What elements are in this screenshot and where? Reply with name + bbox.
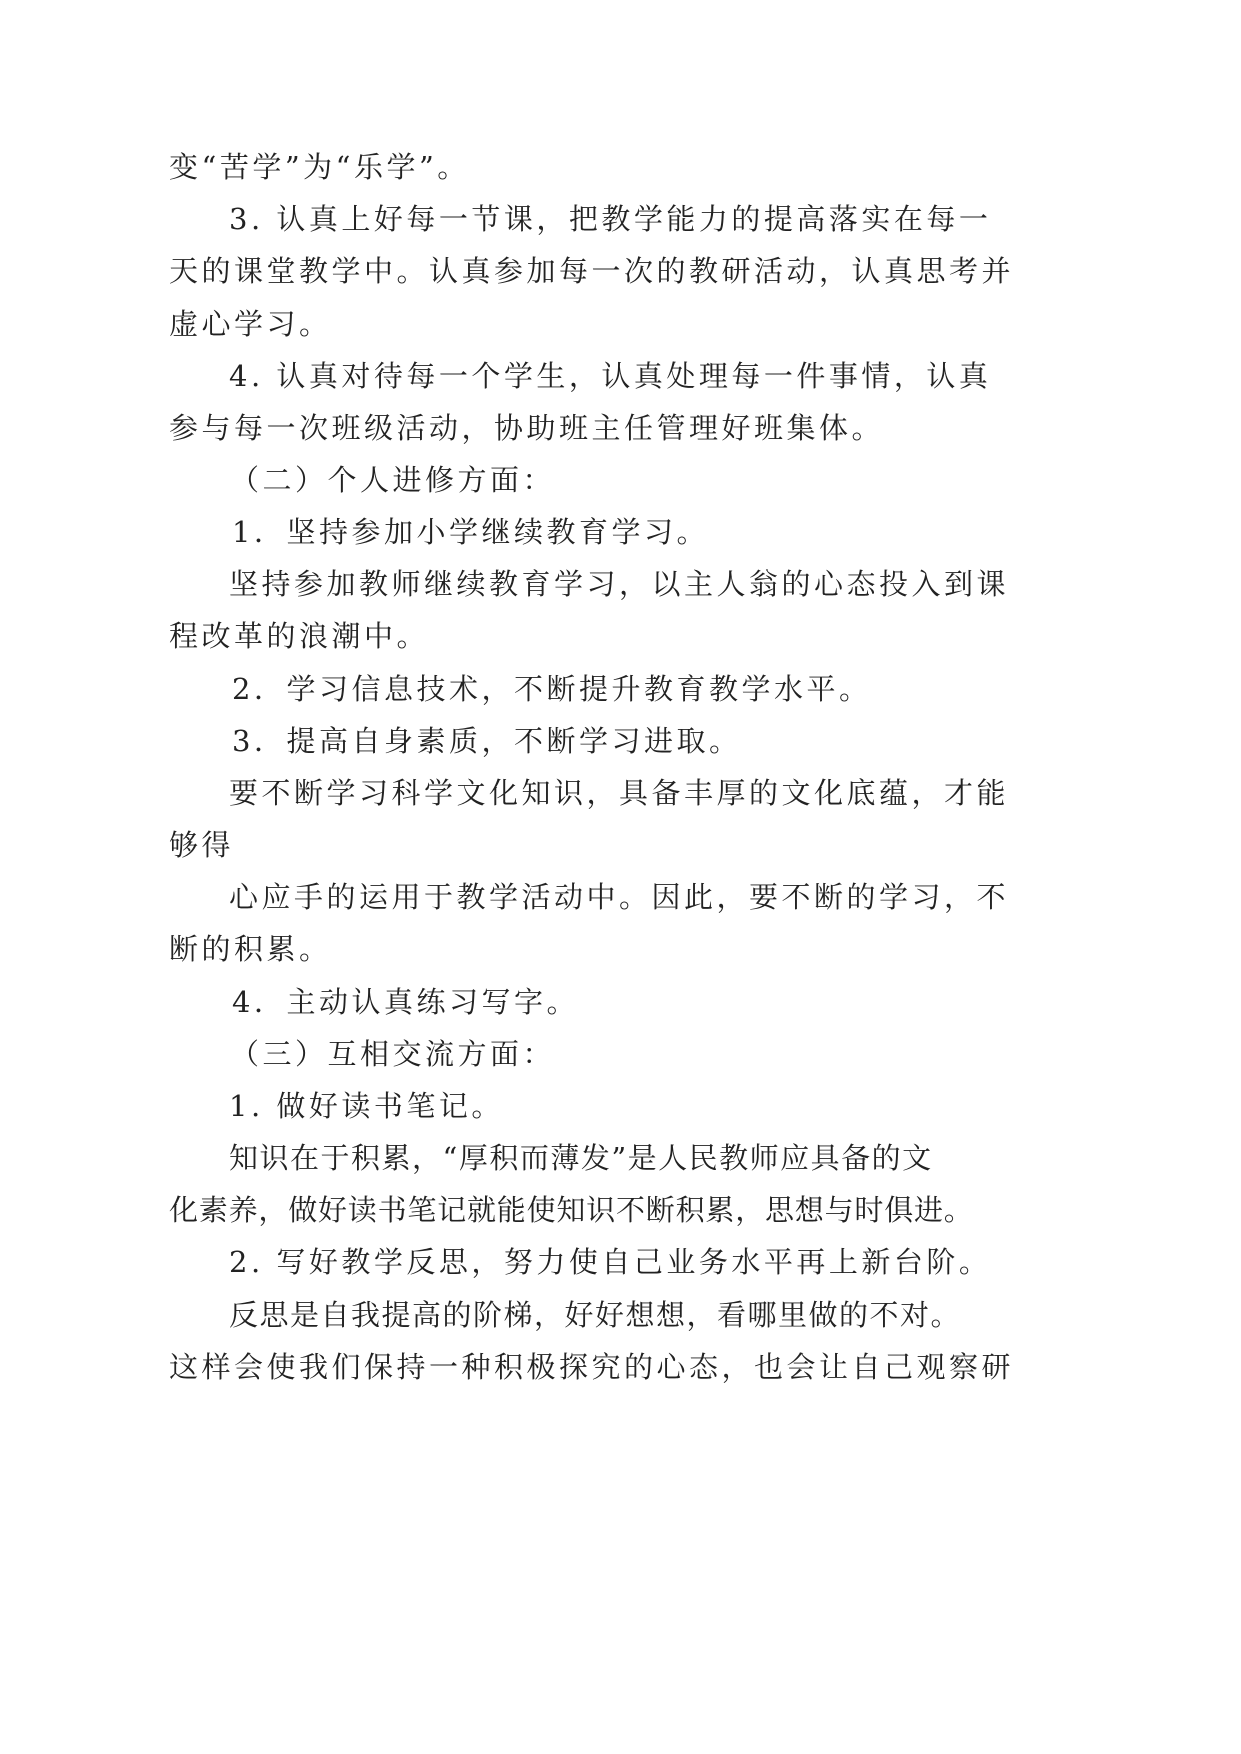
paragraph-line: 知识在于积累，“厚积而薄发”是人民教师应具备的文 (229, 1141, 933, 1175)
list-item-1: 1. 做好读书笔记。 (229, 1089, 504, 1123)
text-line: 断的积累。 (169, 932, 332, 966)
text-line: 参与每一次班级活动，协助班主任管理好班集体。 (169, 411, 885, 445)
section-heading-3: （三）互相交流方面： (230, 1037, 556, 1071)
paragraph-line: 心应手的运用于教学活动中。因此，要不断的学习，不 (229, 880, 1010, 914)
text-line: 化素养，做好读书笔记就能使知识不断积累，思想与时俱进。 (169, 1193, 974, 1227)
text-line: 变“苦学”为“乐学”。 (169, 150, 470, 184)
list-item-3: 3．提高自身素质，不断学习进取。 (232, 724, 742, 758)
paragraph-line: 要不断学习科学文化知识，具备丰厚的文化底蕴，才能 (229, 776, 1010, 810)
list-item-4: 4. 认真对待每一个学生，认真处理每一件事情，认真 (229, 359, 992, 393)
list-item-2: 2. 写好教学反思，努力使自己业务水平再上新台阶。 (229, 1245, 992, 1279)
list-item-1: 1．坚持参加小学继续教育学习。 (232, 515, 709, 549)
section-heading-2: （二）个人进修方面： (230, 463, 556, 497)
list-item-2: 2．学习信息技术，不断提升教育教学水平。 (232, 672, 872, 706)
text-line: 够得 (169, 828, 235, 862)
text-line: 天的课堂教学中。认真参加每一次的教研活动，认真思考并 (169, 254, 1015, 288)
text-line: 程改革的浪潮中。 (169, 619, 430, 653)
list-item-3: 3. 认真上好每一节课，把教学能力的提高落实在每一 (229, 202, 992, 236)
paragraph-line: 坚持参加教师继续教育学习，以主人翁的心态投入到课 (229, 567, 1010, 601)
text-line: 这样会使我们保持一种积极探究的心态，也会让自己观察研 (169, 1350, 1015, 1384)
text-line: 虚心学习。 (169, 307, 332, 341)
paragraph-line: 反思是自我提高的阶梯，好好想想，看哪里做的不对。 (229, 1298, 962, 1332)
list-item-4: 4．主动认真练习写字。 (232, 985, 579, 1019)
